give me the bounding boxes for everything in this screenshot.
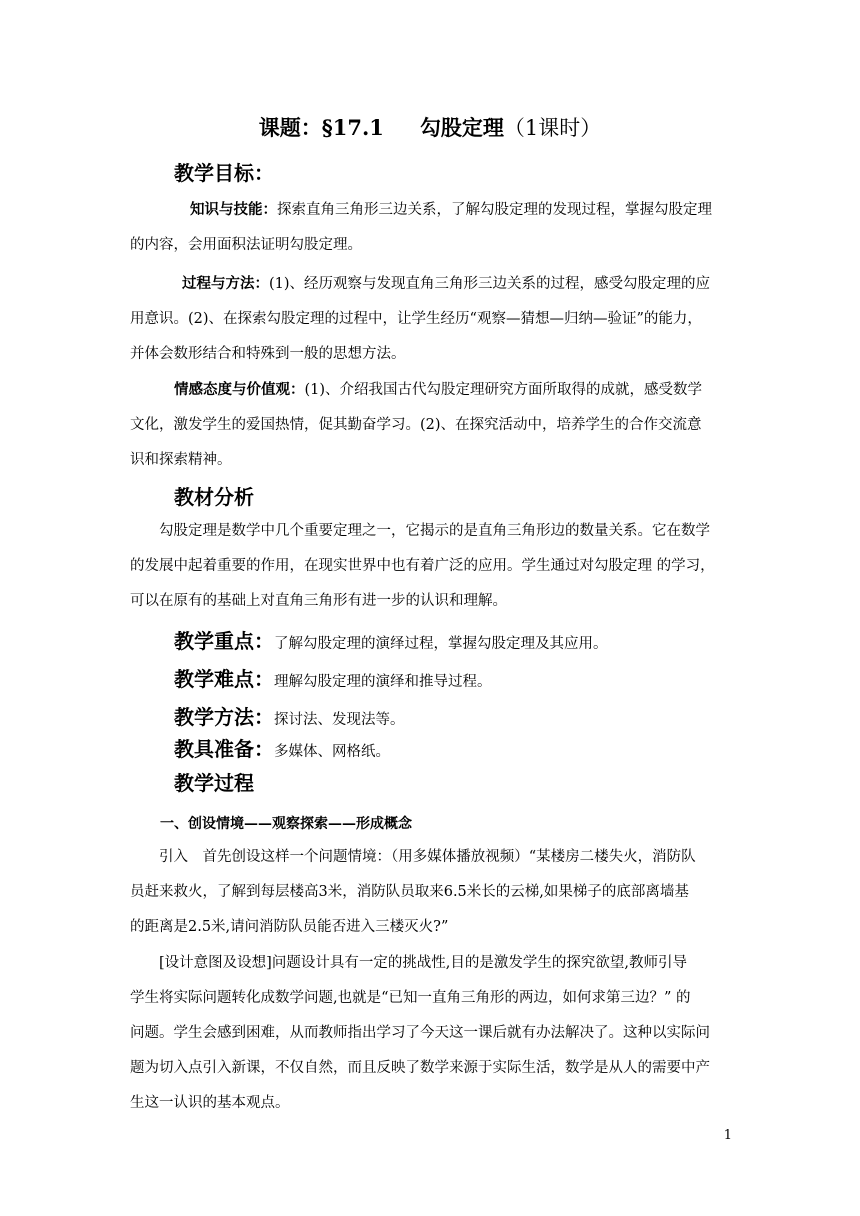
tools-row <box>174 734 390 767</box>
process-paragraph <box>130 266 734 372</box>
difficulty-text: 理解勾股定理的演绎和推导过程。 <box>274 674 492 690</box>
knowledge-line-1: 探索直角三角形三边关系，了解勾股定理的发现过程，掌握勾股定理 <box>277 202 712 218</box>
analysis-line-1: 勾股定理是数学中几个重要定理之一，它揭示的是直角三角形边的数量关系。它在数学 <box>159 523 710 539</box>
emotion-label: 情感态度与价值观： <box>174 381 305 398</box>
analysis-line-2: 的发展中起着重要的作用，在现实世界中也有着广泛的应用。学生通过对勾股定理 的学习， <box>130 558 715 574</box>
difficulty-row <box>174 664 492 697</box>
design-line-5: 生这一认识的基本观点。 <box>130 1095 290 1111</box>
title-note: （1课时） <box>503 116 602 140</box>
section-one-heading: 一、创设情境——观察探索——形成概念 <box>160 816 412 832</box>
design-line-3: 问题。学生会感到困难，从而教师指出学习了今天这一课后就有办法解决了。这种以实际问 <box>130 1025 710 1041</box>
method-text: 探讨法、发现法等。 <box>274 712 405 728</box>
title-prefix: 课题：§17.1 <box>258 115 384 140</box>
method-label: 教学方法： <box>174 705 274 729</box>
design-line-1: [设计意图及设想]问题设计具有一定的挑战性,目的是激发学生的探究欲望,教师引导 <box>159 955 688 971</box>
title-main: 勾股定理 <box>419 115 504 140</box>
page-number: 1 <box>723 1128 732 1143</box>
knowledge-label: 知识与技能： <box>190 201 277 218</box>
lesson-title <box>0 112 860 144</box>
intro-line-3: 的距离是2.5米,请问消防队员能否进入三楼灭火?” <box>130 919 449 935</box>
focus-text: 了解勾股定理的演绎过程，掌握勾股定理及其应用。 <box>274 636 608 652</box>
analysis-paragraph <box>130 514 734 619</box>
intro-paragraph <box>130 840 734 945</box>
difficulty-label: 教学难点： <box>174 667 274 691</box>
design-paragraph <box>130 946 734 1121</box>
tools-label: 教具准备： <box>174 737 274 761</box>
focus-label: 教学重点： <box>174 629 274 653</box>
objectives-heading: 教学目标： <box>174 161 274 185</box>
analysis-line-3: 可以在原有的基础上对直角三角形有进一步的认识和理解。 <box>130 593 507 609</box>
intro-line-1: 引入 首先创设这样一个问题情境：（用多媒体播放视频）“某楼房二楼失火，消防队 <box>159 849 696 865</box>
process-line-2: 用意识。(2)、在探索勾股定理的过程中，让学生经历“观察—猜想—归纳—验证”的能力， <box>130 311 702 327</box>
method-row <box>174 702 405 735</box>
analysis-heading: 教材分析 <box>174 485 254 509</box>
process-line-3: 并体会数形结合和特殊到一般的思想方法。 <box>130 346 406 362</box>
emotion-line-3: 识和探索精神。 <box>130 452 232 468</box>
emotion-paragraph <box>130 372 734 478</box>
knowledge-line-2: 的内容，会用面积法证明勾股定理。 <box>130 237 362 253</box>
emotion-line-1: (1)、介绍我国古代勾股定理研究方面所取得的成就，感受数学 <box>304 382 703 398</box>
design-line-4: 题为切入点引入新课，不仅自然，而且反映了数学来源于实际生活，数学是从人的需要中产 <box>130 1060 710 1076</box>
process-line-1: (1)、经历观察与发现直角三角形三边关系的过程，感受勾股定理的应 <box>269 276 711 292</box>
process-label: 过程与方法： <box>182 275 269 292</box>
focus-row <box>174 626 608 659</box>
intro-line-2: 员赶来救火，了解到每层楼高3米，消防队员取来6.5米长的云梯,如果梯子的底部离墙基 <box>130 884 689 900</box>
process-heading: 教学过程 <box>174 771 254 795</box>
emotion-line-2: 文化，激发学生的爱国热情，促其勤奋学习。(2)、在探究活动中，培养学生的合作交流意 <box>130 417 702 433</box>
design-line-2: 学生将实际问题转化成数学问题,也就是“已知一直角三角形的两边，如何求第三边？” 的 <box>130 990 691 1006</box>
tools-text: 多媒体、网格纸。 <box>274 744 390 760</box>
knowledge-paragraph <box>130 192 734 263</box>
